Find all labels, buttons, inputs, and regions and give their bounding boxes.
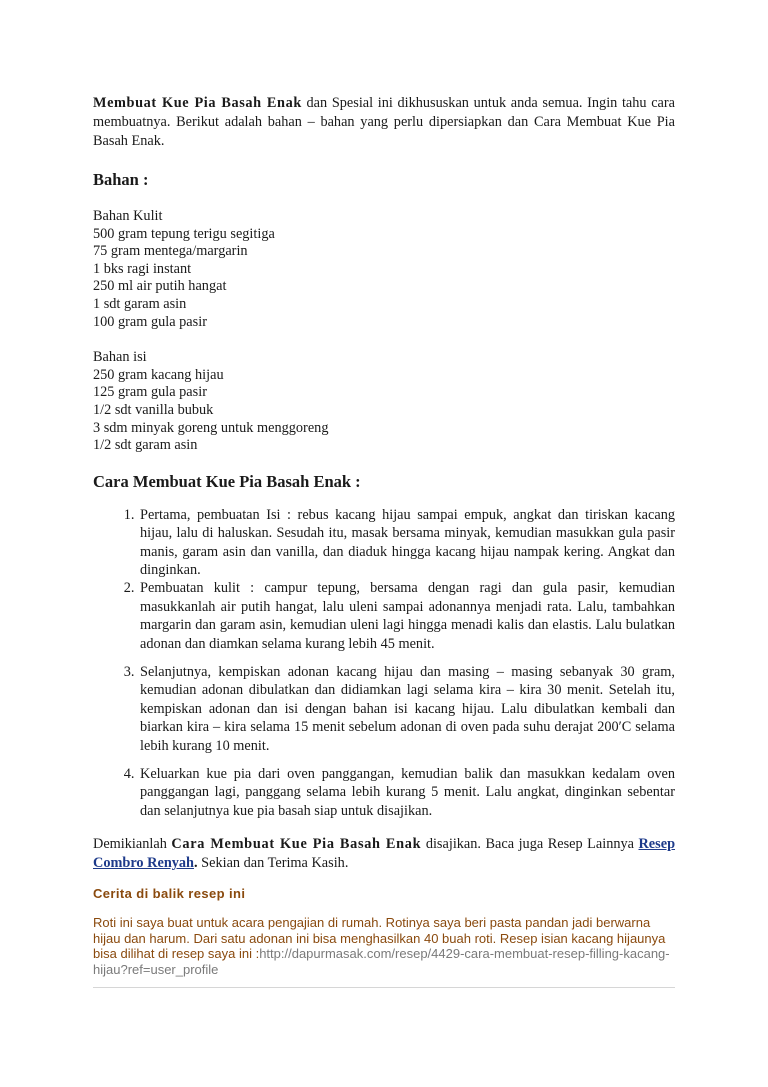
bahan-heading: Bahan : (93, 170, 149, 189)
step-item: 1. Pertama, pembuatan Isi : rebus kacang hijau sampai empuk, angkat dan tiriskan kacang hijau, lalu di haluskan. Sesudah itu, masak bersama minyak, kemudian masukkan gula pasir manis, garam asin dan vanilla, dan diaduk hingga kacang hijau nampak kering. Angkat dan dinginkan. (138, 506, 675, 580)
divider (93, 987, 675, 988)
bahan-kulit-title: Bahan Kulit (93, 208, 163, 224)
list-item: 1 sdt garam asin (93, 295, 187, 312)
bahan-kulit-block (93, 208, 675, 331)
step-item: 2. Pembuatan kulit : campur tepung, bersama dengan ragi dan gula pasir, kemudian masukkanlah air putih hangat, lalu uleni sampai adonannya menjadi rata. Lalu, tambahkan margarin dan garam asin, kemudian uleni lagi hingga menadi kalis dan elastis. Lalu bulatkan adonan dan diamkan selama kurang lebih 45 menit. (138, 579, 675, 653)
bahan-isi-title: Bahan isi (93, 349, 147, 366)
step-item: 3. Selanjutnya, kempiskan adonan kacang hijau dan masing – masing sebanyak 30 gram, kemudian adonan dibulatkan dan didiamkan lagi selama kira – kira 30 menit. Setelah itu, kempiskan adonan dan isi dengan bahan isi kacang hijau. Lalu dibulatkan kembali dan biarkan kira – kira selama 15 menit sebelum adonan di oven pada suhu derajat 200′C selama lebih kurang 10 menit. (138, 663, 675, 755)
list-item: 1 bks ragi instant (93, 260, 192, 277)
intro-paragraph (93, 94, 675, 151)
story-title: Cerita di balik resep ini (93, 886, 246, 902)
closing-title: Cara Membuat Kue Pia Basah Enak (171, 836, 422, 853)
story-body-text: Roti ini saya buat untuk acara pengajian di rumah. Rotinya saya beri pasta pandan jadi berwarna hijau dan harum. Dari satu adonan ini bisa menghasilkan 40 buah roti. Resep isian kacang hijaunya bisa dilihat di resep saya ini : (93, 915, 666, 962)
list-item: 250 gram kacang hijau (93, 366, 224, 383)
intro-text: dan Spesial ini dikhususkan untuk anda semua. Ingin tahu cara membuatnya. Berikut adalah bahan – bahan yang perlu dipersiapkan dan Cara Membuat Kue Pia Basah Enak. (93, 95, 675, 149)
list-item: 1/2 sdt vanilla bubuk (93, 401, 214, 418)
steps-list (93, 506, 675, 821)
cara-heading: Cara Membuat Kue Pia Basah Enak : (93, 471, 361, 491)
document-content (93, 94, 675, 988)
list-item: 500 gram tepung terigu segitiga (93, 225, 275, 242)
closing-paragraph (93, 835, 675, 873)
closing-mid: disajikan. Baca juga Resep Lainnya (421, 836, 639, 853)
list-item: 75 gram mentega/margarin (93, 243, 248, 260)
step-item: 4. Keluarkan kue pia dari oven panggangan, kemudian balik dan masukkan kedalam oven panggangan lagi, panggang selama lebih kurang 5 menit. Lalu angkat, dinginkan sebentar dan selanjutnya kue pia basah siap untuk disajikan. (138, 765, 675, 820)
list-item: 250 ml air putih hangat (93, 278, 227, 295)
closing-dot: . (194, 855, 198, 872)
bahan-isi-block (93, 349, 675, 455)
closing-tail: Sekian dan Terima Kasih. (197, 855, 349, 872)
list-item: 3 sdm minyak goreng untuk menggoreng (93, 419, 329, 436)
closing-lead: Demikianlah (93, 836, 172, 853)
list-item: 1/2 sdt garam asin (93, 437, 198, 454)
intro-title: Membuat Kue Pia Basah Enak (93, 95, 302, 111)
list-item: 100 gram gula pasir (93, 313, 207, 330)
story-text (93, 915, 675, 977)
list-item: 125 gram gula pasir (93, 384, 207, 401)
story-url-link[interactable]: http://dapurmasak.com/resep/4429-cara-membuat-resep-filling-kacang-hijau?ref=user_profile (93, 946, 670, 977)
related-recipe-link[interactable]: Resep Combro Renyah (93, 836, 676, 872)
